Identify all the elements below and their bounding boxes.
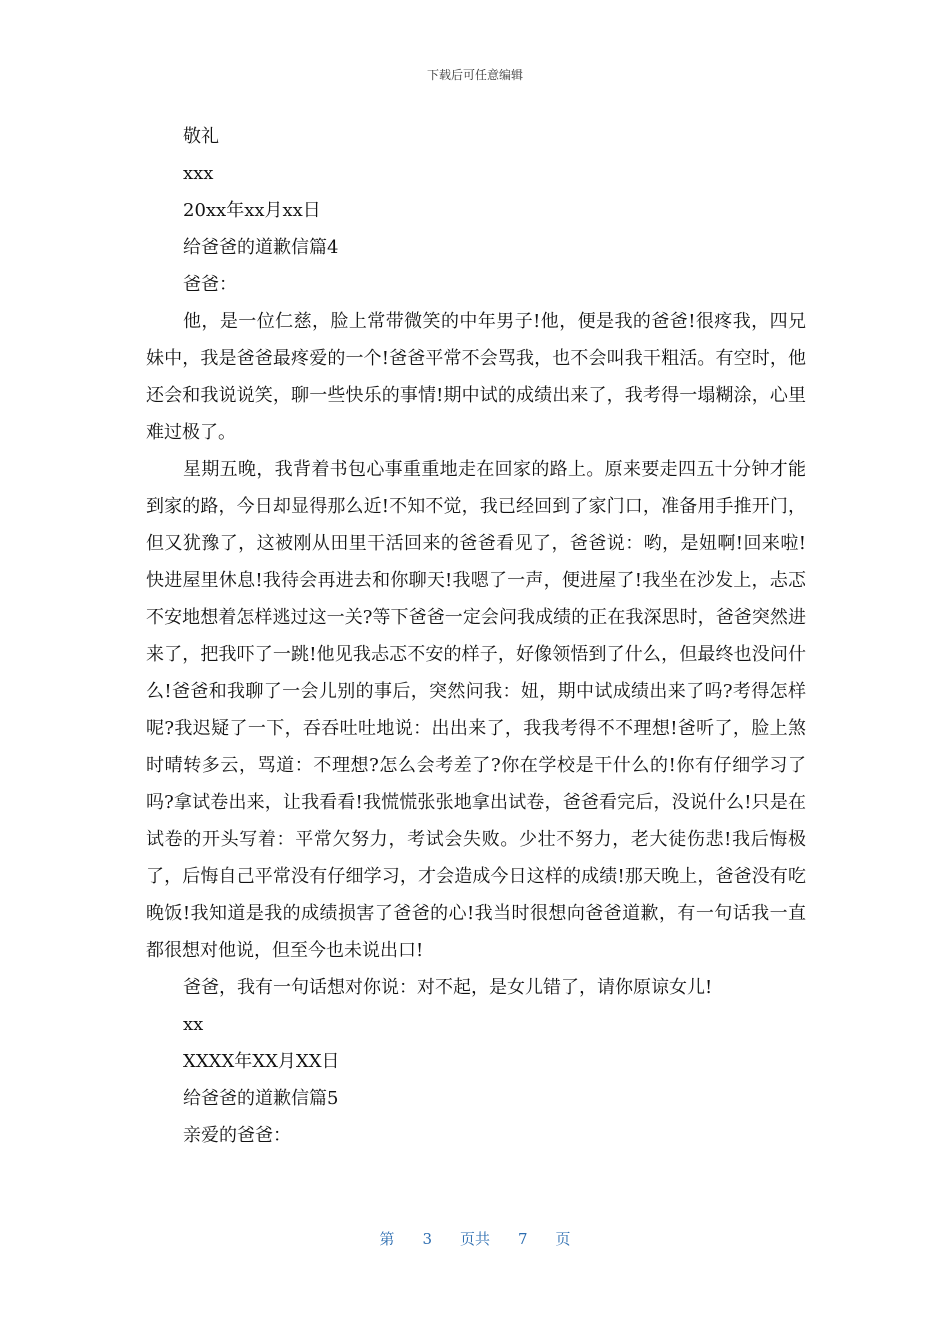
page-current: 3	[422, 1230, 432, 1248]
page-sep: 页共	[459, 1230, 490, 1248]
page-word: 第	[379, 1230, 395, 1248]
page-header: 下载后可任意编辑	[426, 68, 523, 82]
section-title-4: 给爸爸的道歉信篇4	[183, 237, 339, 258]
page-footer	[0, 1228, 950, 1249]
page-total: 7	[518, 1230, 528, 1248]
letter-greeting-2: 亲爱的爸爸：	[183, 1125, 291, 1146]
date-line-2: XXXX年XX月XX日	[183, 1051, 340, 1072]
body-paragraph-2: 星期五晚，我背着书包心事重重地走在回家的路上。原来要走四五十分钟才能到家的路，今日却显得那么近!不知不觉，我已经回到了家门口，准备用手推开门，但又犹豫了，这被刚从田里干活回来的爸爸看见了，爸爸说：哟，是妞啊!回来啦!快进屋里休息!我待会再进去和你聊天!我嗯了一声，便进屋了!我坐在沙发上，忐忑不安地想着怎样逃过这一关?等下爸爸一定会问我成绩的正在我深思时，爸爸突然进来了，把我吓了一跳!他见我忐忑不安的样子，好像领悟到了什么，但最终也没问什么!爸爸和我聊了一会儿别的事后，突然问我：妞，期中试成绩出来了吗?考得怎样呢?我迟疑了一下，吞吞吐吐地说：出出来了，我我考得不不理想!爸听了，脸上煞时晴转多云，骂道：不理想?怎么会考差了?你在学校是干什么的!你有仔细学习了吗?拿试卷出来，让我看看!我慌慌张张地拿出试卷，爸爸看完后，没说什么!只是在试卷的开头写着：平常欠努力，考试会失败。少壮不努力，老大徒伤悲!我后悔极了，后悔自己平常没有仔细学习，才会造成今日这样的成绩!那天晚上，爸爸没有吃晚饭!我知道是我的成绩损害了爸爸的心!我当时很想向爸爸道歉，有一句话我一直都很想对他说，但至今也未说出口!	[146, 459, 806, 961]
body-paragraph-3: 爸爸，我有一句话想对你说：对不起，是女儿错了，请你原谅女儿!	[183, 977, 713, 998]
letter-greeting: 爸爸：	[183, 274, 237, 295]
page-end: 页	[555, 1230, 571, 1248]
section-title-5: 给爸爸的道歉信篇5	[183, 1088, 339, 1109]
date-line: 20xx年xx月xx日	[183, 200, 321, 221]
document-body	[146, 118, 806, 1154]
signature-2: xx	[183, 1014, 204, 1035]
closing-salutation: 敬礼	[183, 126, 219, 147]
signature: xxx	[183, 163, 214, 184]
body-paragraph-1: 他，是一位仁慈，脸上常带微笑的中年男子!他，便是我的爸爸!很疼我，四兄妹中，我是爸爸最疼爱的一个!爸爸平常不会骂我，也不会叫我干粗活。有空时，他还会和我说说笑，聊一些快乐的事情!期中试的成绩出来了，我考得一塌糊涂，心里难过极了。	[146, 311, 806, 443]
